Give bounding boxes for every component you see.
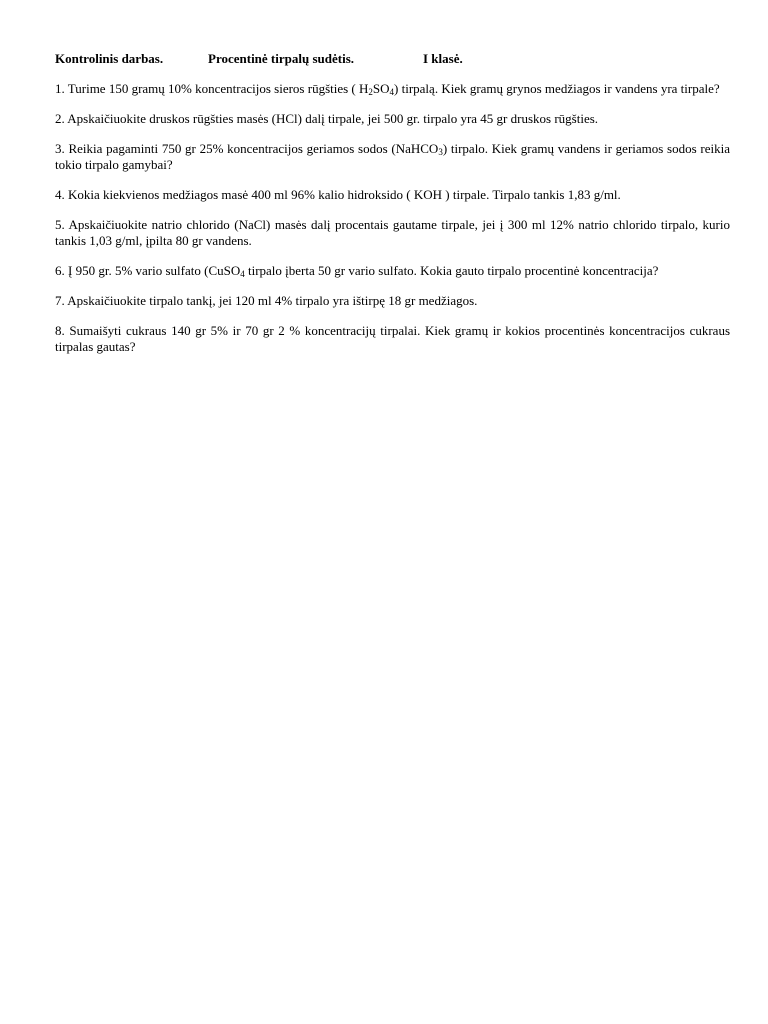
task-3-text-c: ) tirpalo. Kiek gramų vandens ir geriamos sodos reikia tokio tirpalo gamybai? bbox=[55, 141, 730, 172]
task-4: 4. Kokia kiekvienos medžiagos masė 400 ml 96% kalio hidroksido ( KOH ) tirpale. Tirpalo tankis 1,83 g/ml. bbox=[55, 187, 621, 202]
task-1-text-b: SO bbox=[372, 81, 390, 96]
task-3-text-a: 3. Reikia pagaminti 750 gr 25% koncentracijos geriamos sodos (NaHCO bbox=[55, 141, 439, 156]
task-7: 7. Apskaičiuokite tirpalo tankį, jei 120 ml 4% tirpalo yra ištirpę 18 gr medžiagos. bbox=[55, 293, 478, 308]
task-3-sub-1: 3 bbox=[438, 147, 443, 157]
task-6-text-a: 6. Į 950 gr. 5% vario sulfato (CuSO bbox=[55, 263, 241, 278]
task-8: 8. Sumaišyti cukraus 140 gr 5% ir 70 gr 2 % koncentracijų tirpalai. Kiek gramų ir kokios procentinės koncentracijos cukraus tirpalas gautas? bbox=[55, 323, 730, 354]
task-1-sub-2: 4 bbox=[389, 87, 395, 97]
task-1-sub-1: 2 bbox=[368, 87, 373, 97]
task-1-text-a: 1. Turime 150 gramų 10% koncentracijos sieros rūgšties ( H bbox=[55, 81, 369, 96]
task-3 bbox=[55, 141, 730, 173]
header-left: Kontrolinis darbas. bbox=[55, 51, 164, 66]
task-6-text-c: tirpalo įberta 50 gr vario sulfato. Kokia gauto tirpalo procentinė koncentracija? bbox=[244, 263, 659, 278]
header-class: I klasė. bbox=[423, 51, 463, 66]
task-1 bbox=[55, 81, 730, 97]
document-page bbox=[55, 50, 730, 369]
task-2: 2. Apskaičiuokite druskos rūgšties masės (HCl) dalį tirpale, jei 500 gr. tirpalo yra 45 gr druskos rūgšties. bbox=[55, 111, 599, 126]
task-6-sub-1: 4 bbox=[240, 269, 245, 279]
task-1-text-c: ) tirpalą. Kiek gramų grynos medžiagos ir vandens yra tirpale? bbox=[394, 81, 720, 96]
header-title: Procentinė tirpalų sudėtis. bbox=[208, 51, 355, 66]
document-header bbox=[55, 50, 730, 68]
task-5: 5. Apskaičiuokite natrio chlorido (NaCl) masės dalį procentais gautame tirpale, jei į 300 ml 12% natrio chlorido tirpalo, kurio tankis 1,03 g/ml, įpilta 80 gr vandens. bbox=[55, 217, 730, 248]
task-6 bbox=[55, 263, 730, 279]
